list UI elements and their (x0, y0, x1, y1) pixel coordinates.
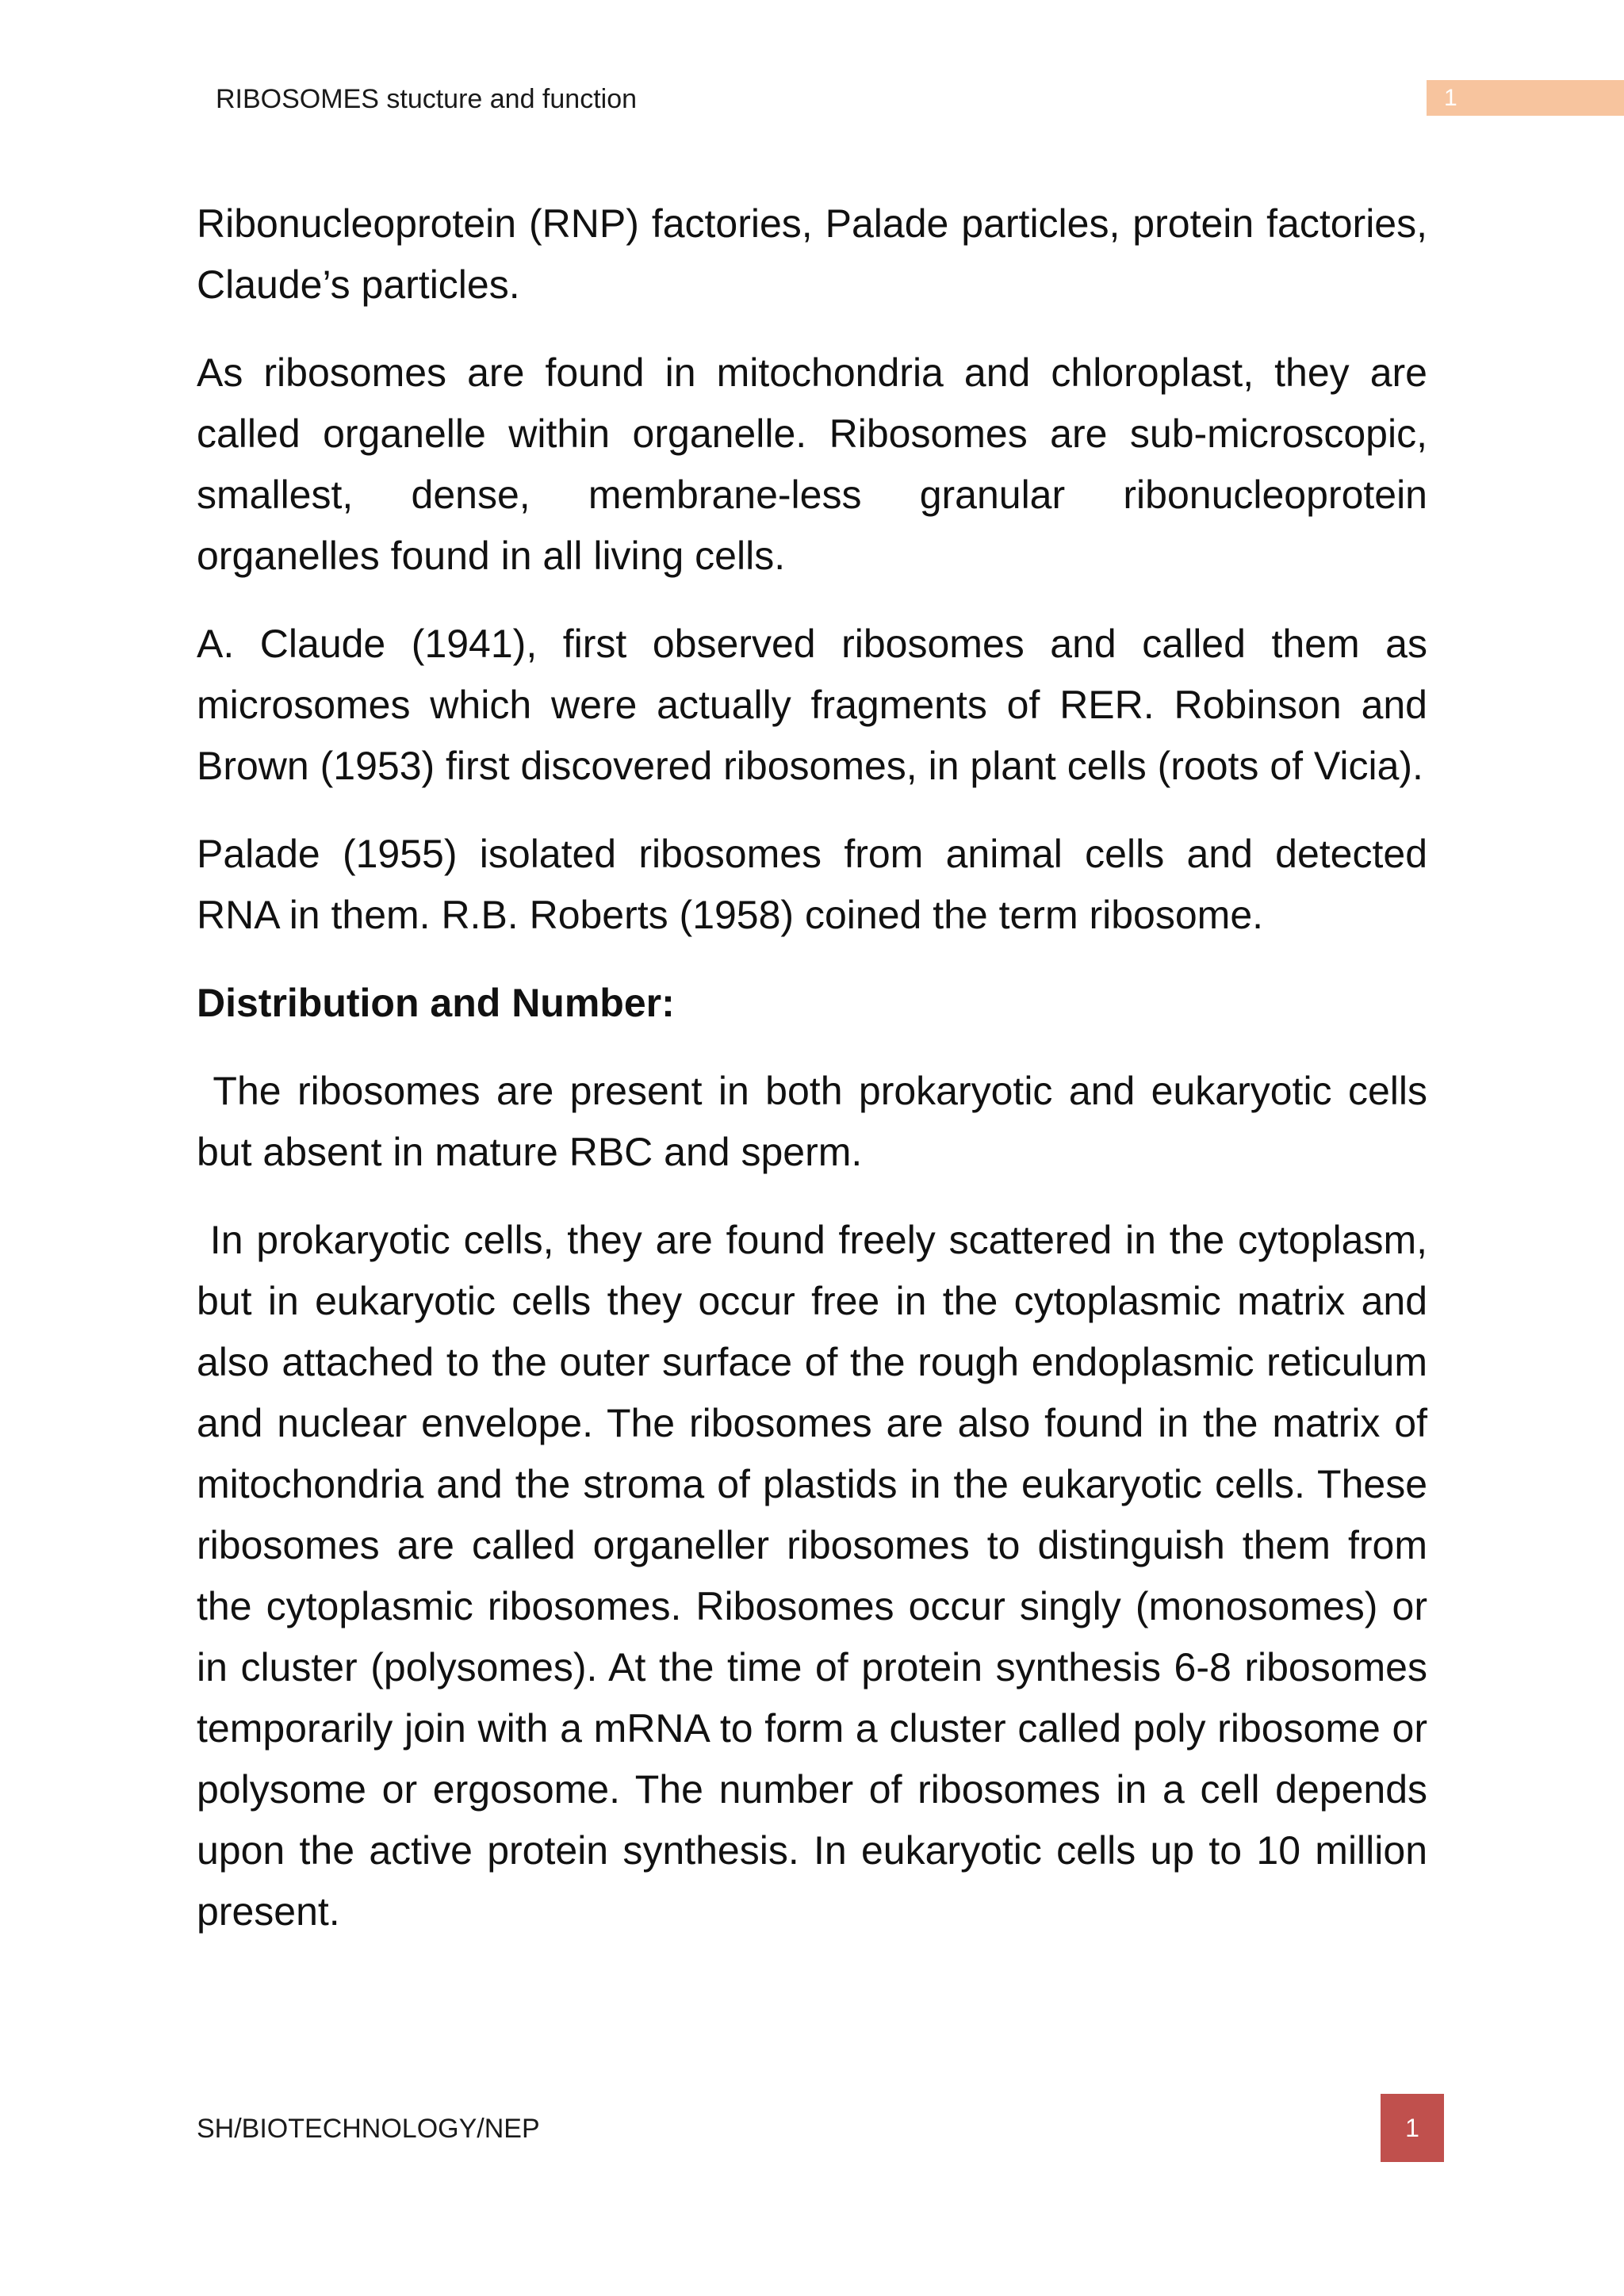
paragraph-presence: The ribosomes are present in both prokaryotic and eukaryotic cells but absent in mature RBC and sperm. (197, 1069, 1427, 1174)
document-body (197, 193, 1427, 1969)
paragraph-palade-roberts: Palade (1955) isolated ribosomes from animal cells and detected RNA in them. R.B. Roberts (1958) coined the term ribosome. (197, 832, 1427, 937)
paragraph-synonyms: Ribonucleoprotein (RNP) factories, Palade particles, protein factories, Claude’s particles. (197, 201, 1427, 307)
footer-text: SH/BIOTECHNOLOGY/NEP (197, 2114, 540, 2144)
header-title: RIBOSOMES stucture and function (216, 84, 638, 114)
footer-page-number: 1 (1381, 2094, 1444, 2162)
header-page-number: 1 (1427, 80, 1624, 116)
paragraph-organelle-within-organelle: As ribosomes are found in mitochondria and chloroplast, they are called organelle within organelle. Ribosomes are sub-microscopic, smallest, dense, membrane-less granular ribonucleoprotein organelles found in all living cells. (197, 350, 1427, 578)
paragraph-distribution-detail: In prokaryotic cells, they are found freely scattered in the cytoplasm, but in eukaryotic cells they occur free in the cytoplasmic matrix and also attached to the outer surface of the rough endoplasmic reticulum and nuclear envelope. The ribosomes are also found in the matrix of mitochondria and the stroma of plastids in the eukaryotic cells. These ribosomes are called organeller ribosomes to distinguish them from the cytoplasmic ribosomes. Ribosomes occur singly (monosomes) or in cluster (polysomes). At the time of protein synthesis 6-8 ribosomes temporarily join with a mRNA to form a cluster called poly ribosome or polysome or ergosome. The number of ribosomes in a cell depends upon the active protein synthesis. In eukaryotic cells up to 10 million present. (197, 1218, 1427, 1934)
paragraph-discovery-history: A. Claude (1941), first observed ribosomes and called them as microsomes which were actually fragments of RER. Robinson and Brown (1953) first discovered ribosomes, in plant cells (roots of Vicia). (197, 622, 1427, 788)
section-heading-distribution: Distribution and Number: (197, 981, 675, 1025)
